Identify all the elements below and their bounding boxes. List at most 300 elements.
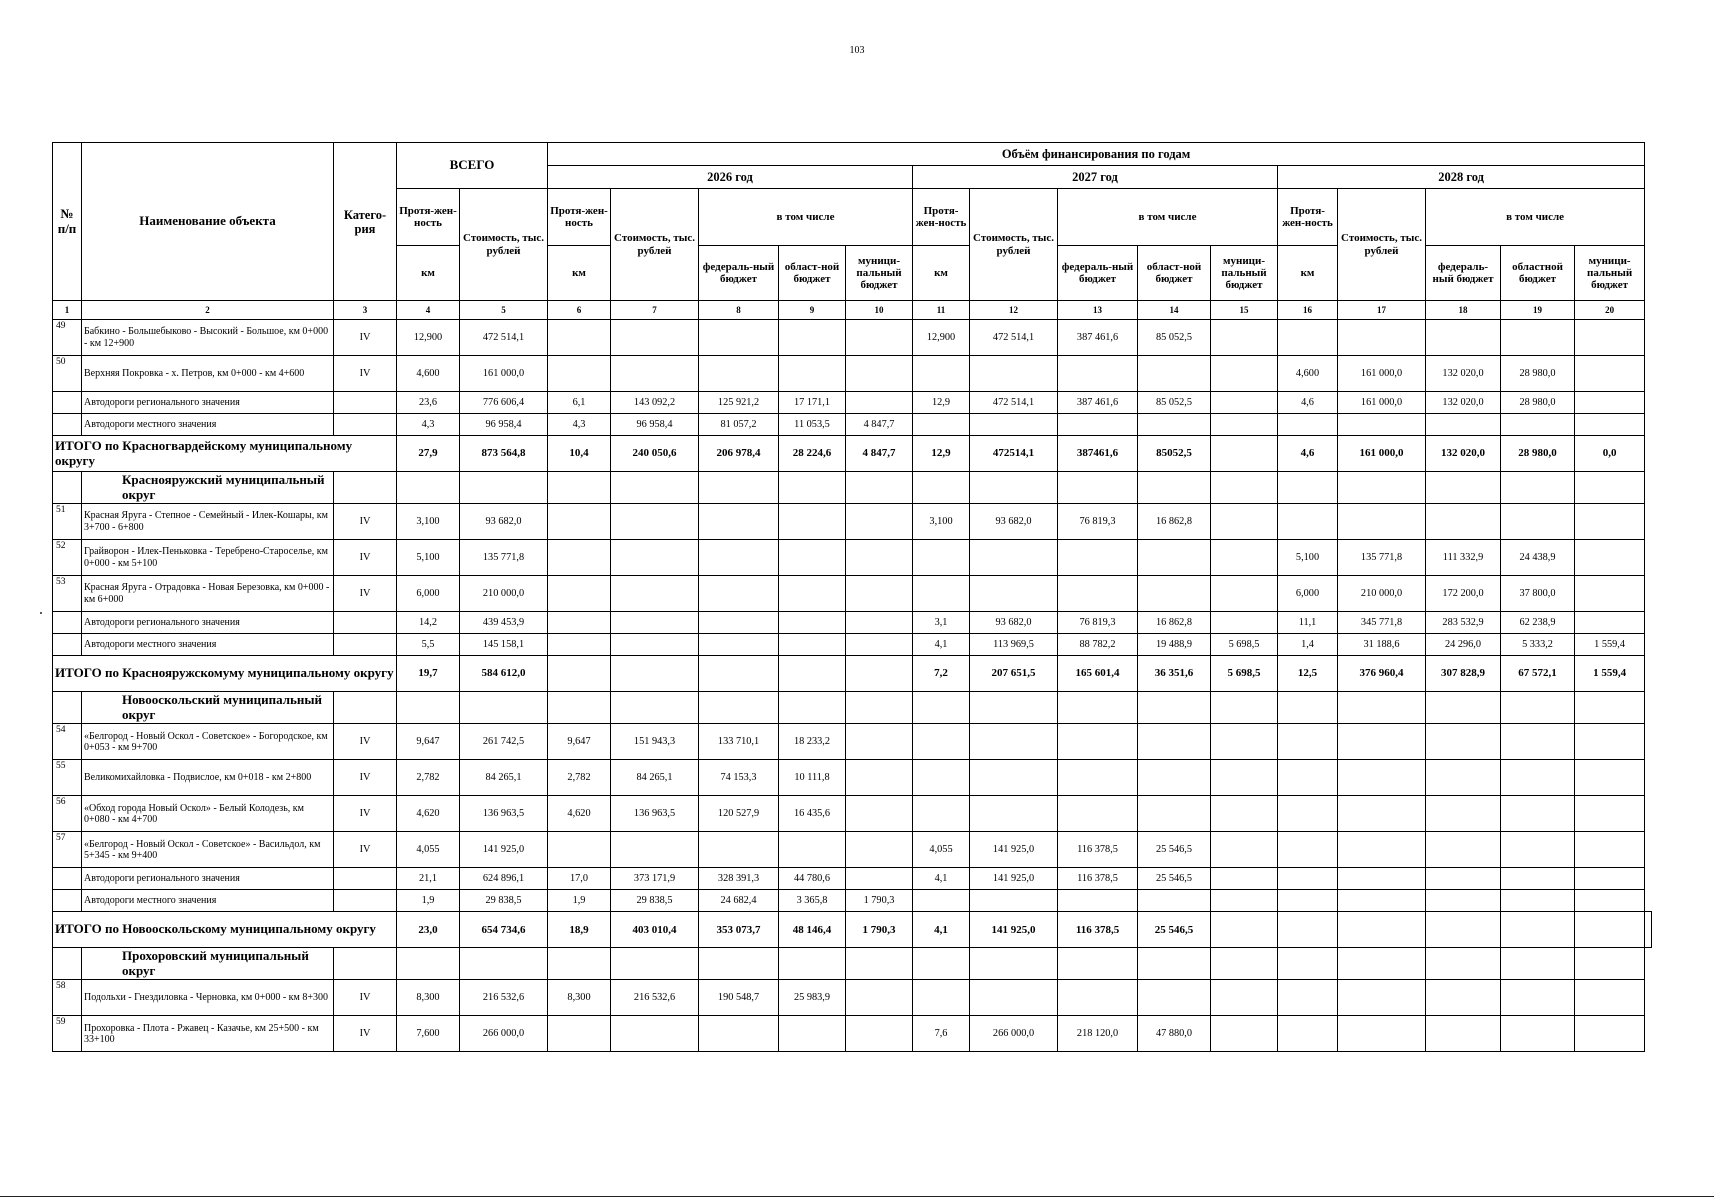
table-cell: 4 847,7	[846, 414, 913, 436]
table-cell: 141 925,0	[970, 832, 1058, 868]
table-cell	[1211, 832, 1278, 868]
table-cell: 10,4	[548, 436, 611, 472]
header-2026-municipal: муници-пальный бюджет	[846, 246, 913, 301]
table-cell	[1575, 948, 1645, 980]
table-cell: 206 978,4	[699, 436, 779, 472]
table-cell: 373 171,9	[611, 868, 699, 890]
table-cell	[1575, 612, 1645, 634]
table-cell	[846, 948, 913, 980]
table-cell	[846, 612, 913, 634]
table-cell	[1278, 980, 1338, 1016]
table-cell	[779, 356, 846, 392]
table-cell	[779, 320, 846, 356]
table-cell: 4,620	[548, 796, 611, 832]
table-cell: 5 333,2	[1501, 634, 1575, 656]
table-cell	[970, 796, 1058, 832]
table-cell: 62 238,9	[1501, 612, 1575, 634]
table-cell	[1138, 796, 1211, 832]
table-cell	[1211, 692, 1278, 724]
table-cell: 345 771,8	[1338, 612, 1426, 634]
table-cell	[846, 796, 913, 832]
table-cell	[1575, 980, 1645, 1016]
table-cell	[846, 692, 913, 724]
table-cell: 4,1	[913, 634, 970, 656]
table-cell: 6,1	[548, 392, 611, 414]
table-cell: 4,3	[548, 414, 611, 436]
table-cell: 403 010,4	[611, 912, 699, 948]
header-no: № п/п	[53, 143, 82, 301]
table-cell: 165 601,4	[1058, 656, 1138, 692]
table-cell: 84 265,1	[460, 760, 548, 796]
table-cell: 5,100	[1278, 540, 1338, 576]
table-cell: 472 514,1	[970, 320, 1058, 356]
table-cell	[611, 1016, 699, 1052]
total-row	[53, 912, 1652, 948]
table-cell	[1138, 724, 1211, 760]
table-cell: 190 548,7	[699, 980, 779, 1016]
table-cell	[913, 796, 970, 832]
column-number-row	[53, 301, 1652, 320]
table-cell	[779, 656, 846, 692]
row-number: 55	[53, 760, 82, 796]
table-cell	[970, 760, 1058, 796]
table-cell: 9,647	[397, 724, 460, 760]
table-cell	[846, 540, 913, 576]
table-cell	[1338, 868, 1426, 890]
column-number: 12	[970, 301, 1058, 320]
table-cell: 19 488,9	[1138, 634, 1211, 656]
header-2028-including: в том числе	[1426, 189, 1645, 246]
table-cell	[1426, 724, 1501, 760]
row-number-cell	[53, 692, 82, 724]
financing-table	[52, 142, 1652, 1052]
table-cell	[611, 472, 699, 504]
table-cell	[1575, 504, 1645, 540]
row-number	[53, 612, 82, 634]
table-cell: 4,1	[913, 912, 970, 948]
table-cell: 8,300	[548, 980, 611, 1016]
table-cell	[1138, 890, 1211, 912]
table-cell	[779, 504, 846, 540]
table-cell: 17 171,1	[779, 392, 846, 414]
table-cell	[1645, 912, 1652, 948]
category-cell: IV	[334, 1016, 397, 1052]
row-number	[53, 634, 82, 656]
table-cell: 113 969,5	[970, 634, 1058, 656]
table-cell	[699, 948, 779, 980]
table-cell	[1138, 692, 1211, 724]
table-cell	[846, 868, 913, 890]
region-name: Новооскольский муниципальный округ	[82, 692, 334, 724]
category-cell: IV	[334, 504, 397, 540]
category-cell: IV	[334, 760, 397, 796]
table-cell	[846, 1016, 913, 1052]
table-cell: 472514,1	[970, 436, 1058, 472]
table-cell: 387 461,6	[1058, 320, 1138, 356]
table-cell	[1211, 392, 1278, 414]
table-cell	[1501, 890, 1575, 912]
table-cell	[1501, 796, 1575, 832]
table-cell	[548, 832, 611, 868]
table-cell	[548, 540, 611, 576]
table-cell	[1278, 890, 1338, 912]
table-cell: 23,6	[397, 392, 460, 414]
object-row	[53, 320, 1652, 356]
table-cell	[970, 948, 1058, 980]
table-cell: 24 296,0	[1426, 634, 1501, 656]
header-name: Наименование объекта	[82, 143, 334, 301]
column-number: 8	[699, 301, 779, 320]
table-cell	[334, 472, 397, 504]
table-cell	[779, 612, 846, 634]
table-cell	[611, 656, 699, 692]
table-cell: 210 000,0	[1338, 576, 1426, 612]
table-cell: 1 559,4	[1575, 656, 1645, 692]
table-cell	[611, 692, 699, 724]
table-cell	[1058, 948, 1138, 980]
table-cell	[779, 472, 846, 504]
table-cell	[1211, 504, 1278, 540]
table-cell	[1426, 760, 1501, 796]
column-number: 11	[913, 301, 970, 320]
table-cell	[1058, 796, 1138, 832]
table-cell	[1138, 980, 1211, 1016]
object-row	[53, 356, 1652, 392]
table-cell: 84 265,1	[611, 760, 699, 796]
table-cell: 1,4	[1278, 634, 1338, 656]
column-number: 1	[53, 301, 82, 320]
table-cell	[1278, 912, 1338, 948]
subtotal-row	[53, 868, 1652, 890]
table-cell: 81 057,2	[699, 414, 779, 436]
table-cell: 3,100	[397, 504, 460, 540]
table-cell	[970, 414, 1058, 436]
row-number	[53, 414, 82, 436]
header-2026-length: Протя-жен-ность	[548, 189, 611, 246]
category-cell	[334, 868, 397, 890]
table-cell	[846, 832, 913, 868]
header-2026-km: км	[548, 246, 611, 301]
column-number: 10	[846, 301, 913, 320]
table-cell	[1575, 796, 1645, 832]
category-cell	[334, 612, 397, 634]
table-cell	[1501, 504, 1575, 540]
table-cell: 4,620	[397, 796, 460, 832]
table-cell	[699, 472, 779, 504]
table-cell	[1501, 912, 1575, 948]
table-cell: 5 698,5	[1211, 656, 1278, 692]
table-cell: 387461,6	[1058, 436, 1138, 472]
table-cell	[1138, 760, 1211, 796]
table-cell: 161 000,0	[1338, 392, 1426, 414]
table-cell: 6,000	[1278, 576, 1338, 612]
object-row	[53, 540, 1652, 576]
table-cell	[1211, 796, 1278, 832]
scan-dot	[40, 612, 42, 614]
table-cell	[1058, 980, 1138, 1016]
table-cell: 216 532,6	[611, 980, 699, 1016]
table-cell	[1501, 1016, 1575, 1052]
object-row	[53, 504, 1652, 540]
table-cell: 11 053,5	[779, 414, 846, 436]
table-cell: 151 943,3	[611, 724, 699, 760]
table-cell	[1058, 890, 1138, 912]
table-cell	[1058, 540, 1138, 576]
table-cell	[1426, 414, 1501, 436]
table-cell: 135 771,8	[460, 540, 548, 576]
table-cell: 210 000,0	[460, 576, 548, 612]
category-cell: IV	[334, 356, 397, 392]
table-cell: 5,5	[397, 634, 460, 656]
column-number: 18	[1426, 301, 1501, 320]
object-row	[53, 796, 1652, 832]
table-cell	[846, 724, 913, 760]
table-cell: 116 378,5	[1058, 868, 1138, 890]
table-cell: 8,300	[397, 980, 460, 1016]
table-cell	[548, 504, 611, 540]
category-cell: IV	[334, 576, 397, 612]
table-cell	[1501, 724, 1575, 760]
table-cell	[548, 472, 611, 504]
table-cell	[548, 612, 611, 634]
table-cell	[1338, 472, 1426, 504]
table-cell: 25 546,5	[1138, 912, 1211, 948]
table-cell	[1138, 356, 1211, 392]
table-cell: 120 527,9	[699, 796, 779, 832]
header-2026-including: в том числе	[699, 189, 913, 246]
table-cell: 4,055	[913, 832, 970, 868]
table-cell: 76 819,3	[1058, 612, 1138, 634]
table-cell	[611, 320, 699, 356]
column-number: 14	[1138, 301, 1211, 320]
table-cell	[913, 414, 970, 436]
table-cell	[1211, 1016, 1278, 1052]
table-cell: 5 698,5	[1211, 634, 1278, 656]
header-2027-cost: Стоимость, тыс. рублей	[970, 189, 1058, 301]
table-cell	[913, 980, 970, 1016]
table-cell	[1338, 980, 1426, 1016]
column-number: 13	[1058, 301, 1138, 320]
table-cell	[1058, 472, 1138, 504]
table-cell: 23,0	[397, 912, 460, 948]
table-cell: 4,6	[1278, 436, 1338, 472]
table-cell	[1058, 576, 1138, 612]
table-cell	[334, 692, 397, 724]
object-name: Подольхи - Гнездиловка - Черновка, км 0+000 - км 8+300	[82, 980, 334, 1016]
column-number: 16	[1278, 301, 1338, 320]
table-cell: 136 963,5	[611, 796, 699, 832]
table-cell	[1278, 320, 1338, 356]
table-cell	[1138, 576, 1211, 612]
object-name: Великомихайловка - Подвислое, км 0+018 - км 2+800	[82, 760, 334, 796]
table-cell	[611, 356, 699, 392]
header-2027-federal: федераль-ный бюджет	[1058, 246, 1138, 301]
table-cell	[1338, 724, 1426, 760]
table-cell	[846, 504, 913, 540]
table-cell	[611, 576, 699, 612]
table-cell	[1501, 980, 1575, 1016]
table-cell: 76 819,3	[1058, 504, 1138, 540]
table-cell	[1501, 414, 1575, 436]
table-cell	[1575, 868, 1645, 890]
table-cell: 27,9	[397, 436, 460, 472]
table-cell: 141 925,0	[970, 868, 1058, 890]
region-name: Прохоровский муниципальный округ	[82, 948, 334, 980]
table-cell	[779, 540, 846, 576]
table-cell	[460, 948, 548, 980]
column-number: 15	[1211, 301, 1278, 320]
table-cell	[611, 612, 699, 634]
object-name: Грайворон - Илек-Пеньковка - Теребрено-Староселье, км 0+000 - км 5+100	[82, 540, 334, 576]
table-cell: 18,9	[548, 912, 611, 948]
table-cell: 16 862,8	[1138, 504, 1211, 540]
subtotal-row	[53, 612, 1652, 634]
table-cell	[548, 692, 611, 724]
object-row	[53, 760, 1652, 796]
table-cell	[1211, 948, 1278, 980]
table-cell	[699, 540, 779, 576]
table-cell	[779, 576, 846, 612]
table-cell	[1278, 724, 1338, 760]
table-cell: 28 980,0	[1501, 392, 1575, 414]
table-cell	[699, 634, 779, 656]
table-cell: 0,0	[1575, 436, 1645, 472]
page-number: 103	[849, 45, 865, 56]
region-name: Краснояружский муниципальный округ	[82, 472, 334, 504]
table-cell: 29 838,5	[460, 890, 548, 912]
table-cell: 240 050,6	[611, 436, 699, 472]
row-number: 51	[53, 504, 82, 540]
table-cell	[1211, 576, 1278, 612]
row-number: 59	[53, 1016, 82, 1052]
table-cell	[1575, 576, 1645, 612]
object-name: Красная Яруга - Отрадовка - Новая Березовка, км 0+000 - км 6+000	[82, 576, 334, 612]
table-cell	[1575, 320, 1645, 356]
table-cell	[548, 656, 611, 692]
table-cell: 266 000,0	[970, 1016, 1058, 1052]
table-cell: 472 514,1	[970, 392, 1058, 414]
table-cell: 654 734,6	[460, 912, 548, 948]
table-cell	[1426, 912, 1501, 948]
table-header	[53, 143, 1652, 320]
table-cell	[1278, 796, 1338, 832]
table-cell	[846, 356, 913, 392]
table-cell	[699, 1016, 779, 1052]
table-cell	[913, 724, 970, 760]
row-number: 49	[53, 320, 82, 356]
row-number	[53, 392, 82, 414]
header-2028-federal: федераль-ный бюджет	[1426, 246, 1501, 301]
table-cell	[913, 948, 970, 980]
table-cell: 74 153,3	[699, 760, 779, 796]
table-cell	[970, 356, 1058, 392]
table-cell	[1338, 692, 1426, 724]
header-2026-federal: федераль-ный бюджет	[699, 246, 779, 301]
header-2027-including: в том числе	[1058, 189, 1278, 246]
table-cell: 4,600	[1278, 356, 1338, 392]
object-name: Красная Яруга - Степное - Семейный - Илек-Кошары, км 3+700 - 6+800	[82, 504, 334, 540]
table-cell	[970, 692, 1058, 724]
table-cell: 307 828,9	[1426, 656, 1501, 692]
table-cell	[611, 948, 699, 980]
row-number	[53, 868, 82, 890]
table-cell: 93 682,0	[970, 504, 1058, 540]
subtotal-row	[53, 392, 1652, 414]
table-cell	[1211, 724, 1278, 760]
column-number: 7	[611, 301, 699, 320]
table-cell: 12,900	[913, 320, 970, 356]
table-cell	[1575, 832, 1645, 868]
table-cell: 4,055	[397, 832, 460, 868]
table-cell	[970, 472, 1058, 504]
object-name: Бабкино - Большебыково - Высокий - Большое, км 0+000 - км 12+900	[82, 320, 334, 356]
header-2028-regional: областной бюджет	[1501, 246, 1575, 301]
table-cell: 7,600	[397, 1016, 460, 1052]
table-cell: 133 710,1	[699, 724, 779, 760]
table-cell	[548, 320, 611, 356]
table-cell	[1211, 436, 1278, 472]
table-cell	[1426, 692, 1501, 724]
column-number: 19	[1501, 301, 1575, 320]
table-cell	[1278, 414, 1338, 436]
table-cell	[1575, 356, 1645, 392]
table-cell	[1575, 1016, 1645, 1052]
table-cell: 3,100	[913, 504, 970, 540]
table-cell: 29 838,5	[611, 890, 699, 912]
table-cell: 25 546,5	[1138, 868, 1211, 890]
table-cell	[1338, 1016, 1426, 1052]
total-label: ИТОГО по Красногвардейскому муниципальному округу	[53, 436, 397, 472]
table-cell	[1058, 356, 1138, 392]
table-cell	[970, 576, 1058, 612]
table-cell: 10 111,8	[779, 760, 846, 796]
object-row	[53, 832, 1652, 868]
column-number: 2	[82, 301, 334, 320]
total-row	[53, 436, 1652, 472]
table-cell: 328 391,3	[699, 868, 779, 890]
column-number: 3	[334, 301, 397, 320]
table-cell	[1211, 320, 1278, 356]
table-cell	[1575, 890, 1645, 912]
table-cell: 88 782,2	[1058, 634, 1138, 656]
row-number: 57	[53, 832, 82, 868]
total-label: ИТОГО по Краснояружскомуму муниципальному округу	[53, 656, 397, 692]
table-cell: 132 020,0	[1426, 392, 1501, 414]
table-cell: 1,9	[548, 890, 611, 912]
object-row	[53, 1016, 1652, 1052]
header-2027-km: км	[913, 246, 970, 301]
table-cell: 28 224,6	[779, 436, 846, 472]
table-cell	[1338, 912, 1426, 948]
table-cell: 4 847,7	[846, 436, 913, 472]
table-cell: 44 780,6	[779, 868, 846, 890]
table-cell	[699, 832, 779, 868]
column-number: 17	[1338, 301, 1426, 320]
table-cell: 172 200,0	[1426, 576, 1501, 612]
table-cell: 353 073,7	[699, 912, 779, 948]
object-name: Прохоровка - Плота - Ржавец - Казачье, км 25+500 - км 33+100	[82, 1016, 334, 1052]
table-cell	[1211, 356, 1278, 392]
table-cell	[779, 1016, 846, 1052]
table-cell: 207 651,5	[970, 656, 1058, 692]
table-cell: 4,600	[397, 356, 460, 392]
table-cell	[1426, 1016, 1501, 1052]
table-cell: 85 052,5	[1138, 320, 1211, 356]
table-cell	[460, 472, 548, 504]
column-number: 9	[779, 301, 846, 320]
table-cell	[1501, 948, 1575, 980]
header-funding-by-years: Объём финансирования по годам	[548, 143, 1645, 166]
